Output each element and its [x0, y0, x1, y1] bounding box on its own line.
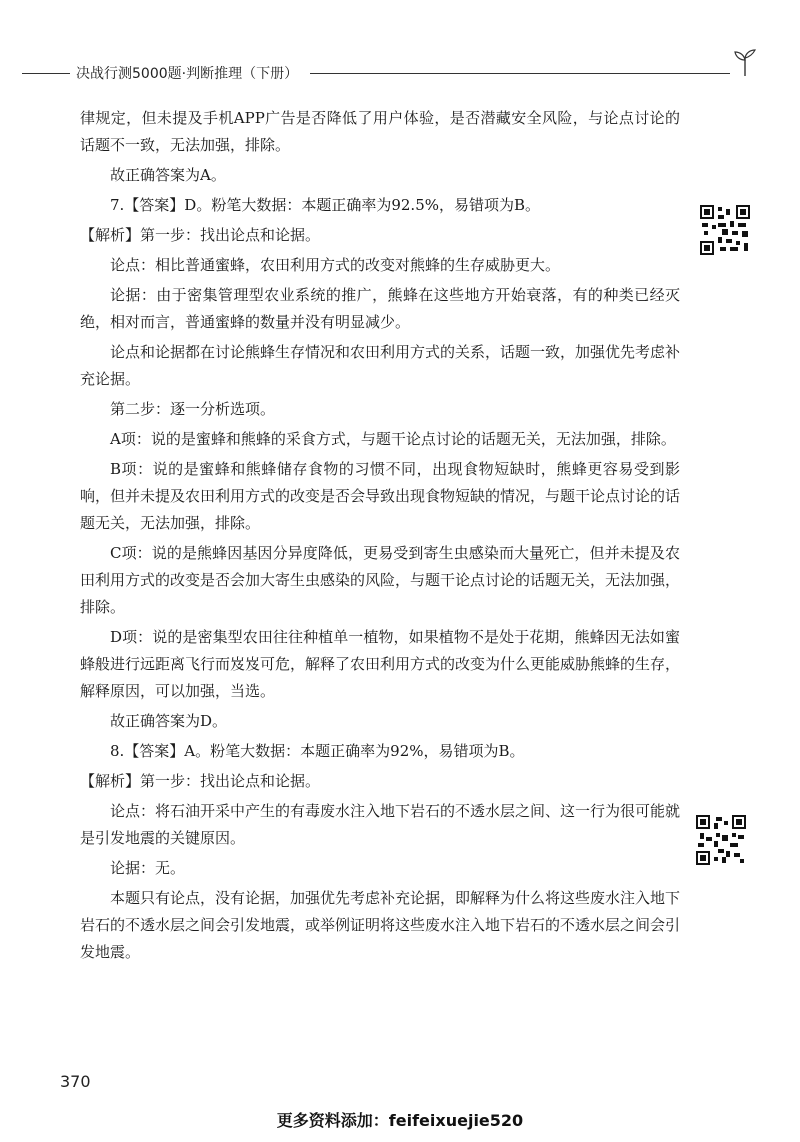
- paragraph-q7-option-d: D项：说的是密集型农田往往种植单一植物，如果植物不是处于花期，熊蜂因无法如蜜蜂般进行远距离飞行而岌岌可危，解释了农田利用方式的改变为什么更能威胁熊蜂的生存，解释原因，可以加强，当选。: [80, 628, 681, 700]
- paragraph-q7-evidence: 论据：由于密集管理型农业系统的推广，熊蜂在这些地方开始衰落，有的种类已经灭绝，相对而言，普通蜜蜂的数量并没有明显减少。: [80, 286, 680, 331]
- qr-code-icon[interactable]: [696, 815, 746, 865]
- paragraph-q7-argument: 论点：相比普通蜜蜂，农田利用方式的改变对熊蜂的生存威胁更大。: [110, 256, 561, 274]
- paragraph-q7-option-c: C项：说的是熊蜂因基因分异度降低，更易受到寄生虫感染而大量死亡，但并未提及农田利用方式的改变是否会加大寄生虫感染的风险，与题干论点讨论的话题无关，无法加强，排除。: [80, 544, 681, 616]
- paragraph-q8-evidence: 论据：无。: [110, 859, 186, 877]
- paragraph-continuation: 律规定，但未提及手机APP广告是否降低了用户体验，是否潜藏安全风险，与论点讨论的话题不一致，无法加强，排除。: [80, 109, 680, 154]
- paragraph-q7-relation: 论点和论据都在讨论熊蜂生存情况和农田利用方式的关系，话题一致，加强优先考虑补充论据。: [80, 343, 681, 388]
- sprout-icon: [732, 48, 758, 78]
- paragraph-q7-analysis: 【解析】第一步：找出论点和论据。: [80, 226, 321, 244]
- paragraph-q7-option-b: B项：说的是蜜蜂和熊蜂储存食物的习惯不同，出现食物短缺时，熊蜂更容易受到影响，但并未提及农田利用方式的改变是否会导致出现食物短缺的情况，与题干论点讨论的话题无关，无法加强，排除。: [80, 460, 681, 532]
- page-number: 370: [60, 1072, 91, 1091]
- header-rule-right: [310, 73, 730, 74]
- paragraph-q7-conclusion: 故正确答案为D。: [110, 712, 228, 730]
- paragraph-q7-step2: 第二步：逐一分析选项。: [110, 400, 276, 418]
- paragraph-q8-answer: 8.【答案】A。粉笔大数据：本题正确率为92%，易错项为B。: [110, 742, 525, 760]
- running-header: [0, 54, 800, 84]
- paragraph-q7-option-a: A项：说的是蜜蜂和熊蜂的采食方式，与题干论点讨论的话题无关，无法加强，排除。: [110, 430, 676, 448]
- paragraph-answer-6: 故正确答案为A。: [110, 166, 226, 184]
- qr-code-icon[interactable]: [700, 205, 750, 255]
- page-body: [80, 108, 680, 969]
- header-rule-left: [22, 73, 70, 74]
- header-title: 决战行测5000题·判断推理（下册）: [76, 66, 299, 82]
- paragraph-q7-answer: 7.【答案】D。粉笔大数据：本题正确率为92.5%，易错项为B。: [110, 196, 541, 214]
- paragraph-q8-reasoning: 本题只有论点，没有论据，加强优先考虑补充论据，即解释为什么将这些废水注入地下岩石的不透水层之间会引发地震，或举例证明将这些废水注入地下岩石的不透水层之间会引发地震。: [80, 889, 681, 961]
- paragraph-q8-analysis: 【解析】第一步：找出论点和论据。: [80, 772, 321, 790]
- paragraph-q8-argument: 论点：将石油开采中产生的有毒废水注入地下岩石的不透水层之间、这一行为很可能就是引发地震的关键原因。: [80, 802, 681, 847]
- footer-contact-note: 更多资料添加：feifeixuejie520: [276, 1111, 524, 1130]
